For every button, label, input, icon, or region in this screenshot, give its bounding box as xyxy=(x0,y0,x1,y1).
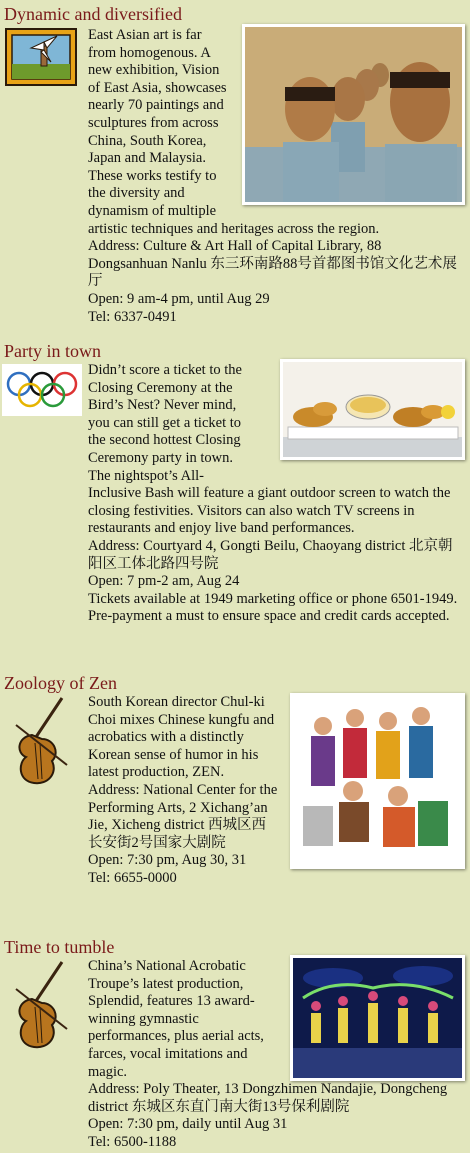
section-title: Dynamic and diversified xyxy=(4,4,182,24)
telephone: Tel: 6655-0000 xyxy=(88,869,177,886)
section-zoology-of-zen xyxy=(0,669,470,926)
description: Didn’t score a ticket to the Closing Ceremony at the Bird’s Nest? Never mind, you can still get a ticket to the second hottest Closing Ceremony party in town. The nightspot’s All-Inclusive Bash will feature a giant outdoor screen to watch the closing festivities. Visitors can also watch TV screens in restaurants and enjoy live band performances. xyxy=(88,362,451,537)
olympic-rings-icon xyxy=(2,364,82,416)
cello-icon xyxy=(12,959,70,1054)
food-plate-photo xyxy=(280,359,465,460)
cello-icon xyxy=(12,695,70,790)
performers-photo xyxy=(290,693,465,869)
address: Address: Culture & Art Hall of Capital Library, 88 Dongsanhuan Nanlu 东三环南路88号首都图书馆文化艺术展厅 xyxy=(88,238,457,290)
ticket-info: Tickets available at 1949 marketing office or phone 6501-1949. Pre-payment a must to ensure space and credit cards accepted. xyxy=(88,590,458,625)
acrobats-photo xyxy=(290,955,465,1081)
telephone: Tel: 6337-0491 xyxy=(88,308,177,325)
section-dynamic-and-diversified xyxy=(0,0,470,328)
open-hours: Open: 7:30 pm, daily until Aug 31 xyxy=(88,1116,288,1133)
address: Address: Courtyard 4, Gongti Beilu, Chaoyang district 北京朝阳区工体北路四号院 xyxy=(88,537,453,572)
open-hours: Open: 7 pm-2 am, Aug 24 xyxy=(88,573,240,590)
telephone: Tel: 6500-1188 xyxy=(88,1133,177,1150)
open-hours: Open: 9 am-4 pm, until Aug 29 xyxy=(88,290,270,307)
description: East Asian art is far from homogenous. A new exhibition, Vision of East Asia, showcases nearly 70 paintings and sculptures from across China, South Korea, Japan and Malaysia. These works testify to the diversity and dynamism of multiple artistic techniques and heritages across the region. xyxy=(88,27,380,237)
open-hours: Open: 7:30 pm, Aug 30, 31 xyxy=(88,852,247,869)
section-title: Party in town xyxy=(4,341,101,361)
painting-icon xyxy=(5,28,77,86)
address: Address: National Center for the Performing Arts, 2 Xichang’an Jie, Xicheng district 西城区西长安街2号国家大剧院 xyxy=(88,781,278,851)
description: South Korean director Chul-ki Choi mixes Chinese kungfu and acrobatics with a distinctly Korean sense of humor in his latest production, ZEN. xyxy=(88,694,275,781)
section-title: Time to tumble xyxy=(4,937,115,957)
section-title: Zoology of Zen xyxy=(4,673,117,693)
section-time-to-tumble xyxy=(0,933,470,1153)
address: Address: Poly Theater, 13 Dongzhimen Nandajie, Dongcheng district 东城区东直门南大街13号保利剧院 xyxy=(88,1081,448,1115)
portrait-painting-photo xyxy=(242,24,465,205)
description: China’s National Acrobatic Troupe’s latest production, Splendid, features 13 award-winning gymnastic performances, plus aerial acts, farces, vocal imitations and magic. xyxy=(88,958,264,1080)
section-party-in-town xyxy=(0,337,470,660)
